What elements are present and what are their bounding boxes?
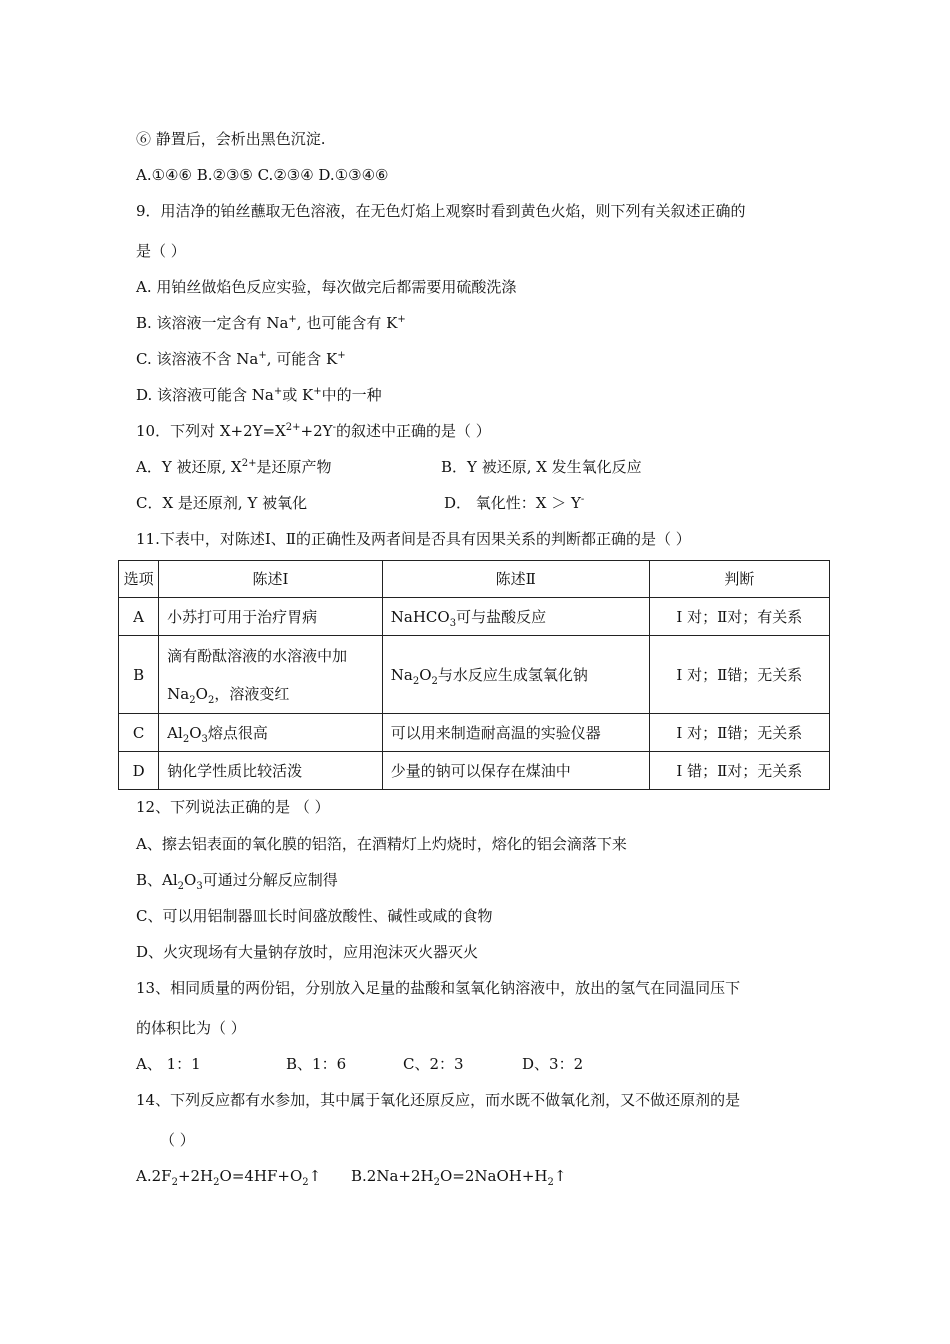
q13-stem-line1: 13、相同质量的两份铝，分别放入足量的盐酸和氢氧化钠溶液中，放出的氢气在同温同压下 [136, 979, 741, 997]
table-row [119, 714, 830, 752]
row-judgement: Ⅰ 对；Ⅱ错；无关系 [649, 714, 829, 752]
row-option: A [119, 598, 159, 636]
q11-table [118, 560, 830, 790]
row-judgement: Ⅰ 对；Ⅱ对；有关系 [649, 598, 829, 636]
q12-option-b: B、$Al_2O_3$可通过分解反应制得 [136, 871, 338, 892]
q9-stem-line1: 9．用洁净的铂丝蘸取无色溶液，在无色灯焰上观察时看到黄色火焰，则下列有关叙述正确的 [136, 202, 746, 220]
q13-option-a: A、 1：1 [136, 1055, 201, 1073]
q10-option-b: B．Y 被还原, X 发生氧化反应 [441, 458, 642, 476]
row-statement-2: NaHCO$_3$可与盐酸反应 [382, 598, 649, 636]
row-statement-2: 可以用来制造耐高温的实验仪器 [382, 714, 649, 752]
q9-option-d: D. 该溶液可能含 Na+或 K+中的一种 [136, 386, 382, 404]
q11-stem: 11.下表中，对陈述Ⅰ、Ⅱ的正确性及两者间是否具有因果关系的判断都正确的是（ ） [136, 530, 691, 548]
row-option: D [119, 752, 159, 790]
q10-option-d: D． 氧化性：X ＞ Y- [444, 494, 585, 512]
q14-option-b: $B.2Na+2H_2O=2NaOH+H_2↑$ [351, 1167, 567, 1188]
q8-item6: ⑥ 静置后，会析出黑色沉淀. [136, 130, 326, 148]
q14-option-a: $A.2F_2+2H_2O=4HF+O_2↑$ [136, 1167, 322, 1188]
q10-stem: 10．下列对 $X+2Y=X^{2+}+2Y^-$的叙述中正确的是（ ） [136, 422, 491, 440]
q12-stem: 12、下列说法正确的是 （ ） [136, 798, 330, 816]
header-statement-2: 陈述Ⅱ [382, 561, 649, 598]
q14-stem-line1: 14、下列反应都有水参加，其中属于氧化还原反应，而水既不做氧化剂，又不做还原剂的是 [136, 1091, 741, 1109]
q13-stem-line2: 的体积比为（ ） [136, 1019, 246, 1037]
q10-option-c: C．X 是还原剂, Y 被氧化 [136, 494, 308, 512]
header-judgement: 判断 [649, 561, 829, 598]
q13-option-c: C、2：3 [403, 1055, 464, 1073]
row-judgement: Ⅰ 对；Ⅱ错；无关系 [649, 636, 829, 714]
row-statement-2: 少量的钠可以保存在煤油中 [382, 752, 649, 790]
q13-option-b: B、1：6 [286, 1055, 347, 1073]
q10-option-a: A．Y 被还原, $X^{2+}$是还原产物 [136, 458, 332, 476]
row-option: B [119, 636, 159, 714]
row-statement-1: $Al_2O_3$熔点很高 [159, 714, 383, 752]
header-option: 选项 [119, 561, 159, 598]
q12-option-c: C、可以用铝制器皿长时间盛放酸性、碱性或咸的食物 [136, 907, 493, 925]
q9-option-a: A. 用铂丝做焰色反应实验，每次做完后都需要用硫酸洗涤 [136, 278, 517, 296]
table-row [119, 598, 830, 636]
row-statement-1: 小苏打可用于治疗胃病 [159, 598, 383, 636]
q9-stem-line2: 是（ ） [136, 242, 186, 260]
table-row [119, 752, 830, 790]
row-option: C [119, 714, 159, 752]
row-statement-1: 钠化学性质比较活泼 [159, 752, 383, 790]
table-row [119, 636, 830, 714]
table-header-row [119, 561, 830, 598]
q12-option-a: A、擦去铝表面的氧化膜的铝箔，在酒精灯上灼烧时，熔化的铝会滴落下来 [136, 835, 627, 853]
q14-stem-line2: （ ） [160, 1131, 195, 1149]
q13-option-d: D、3：2 [522, 1055, 584, 1073]
q9-option-c: C. 该溶液不含 Na+, 可能含 K+ [136, 350, 346, 368]
row-judgement: Ⅰ 错；Ⅱ对；无关系 [649, 752, 829, 790]
q9-option-b: B. 该溶液一定含有 Na+, 也可能含有 K+ [136, 314, 406, 332]
header-statement-1: 陈述Ⅰ [159, 561, 383, 598]
q8-options: A.①④⑥ B.②③⑤ C.②③④ D.①③④⑥ [136, 166, 389, 184]
q12-option-d: D、火灾现场有大量钠存放时，应用泡沫灭火器灭火 [136, 943, 479, 961]
row-statement-1: 滴有酚酞溶液的水溶液中加 $Na_2O_2$，溶液变红 [159, 636, 383, 714]
row-statement-2: $Na_2O_2$与水反应生成氢氧化钠 [382, 636, 649, 714]
